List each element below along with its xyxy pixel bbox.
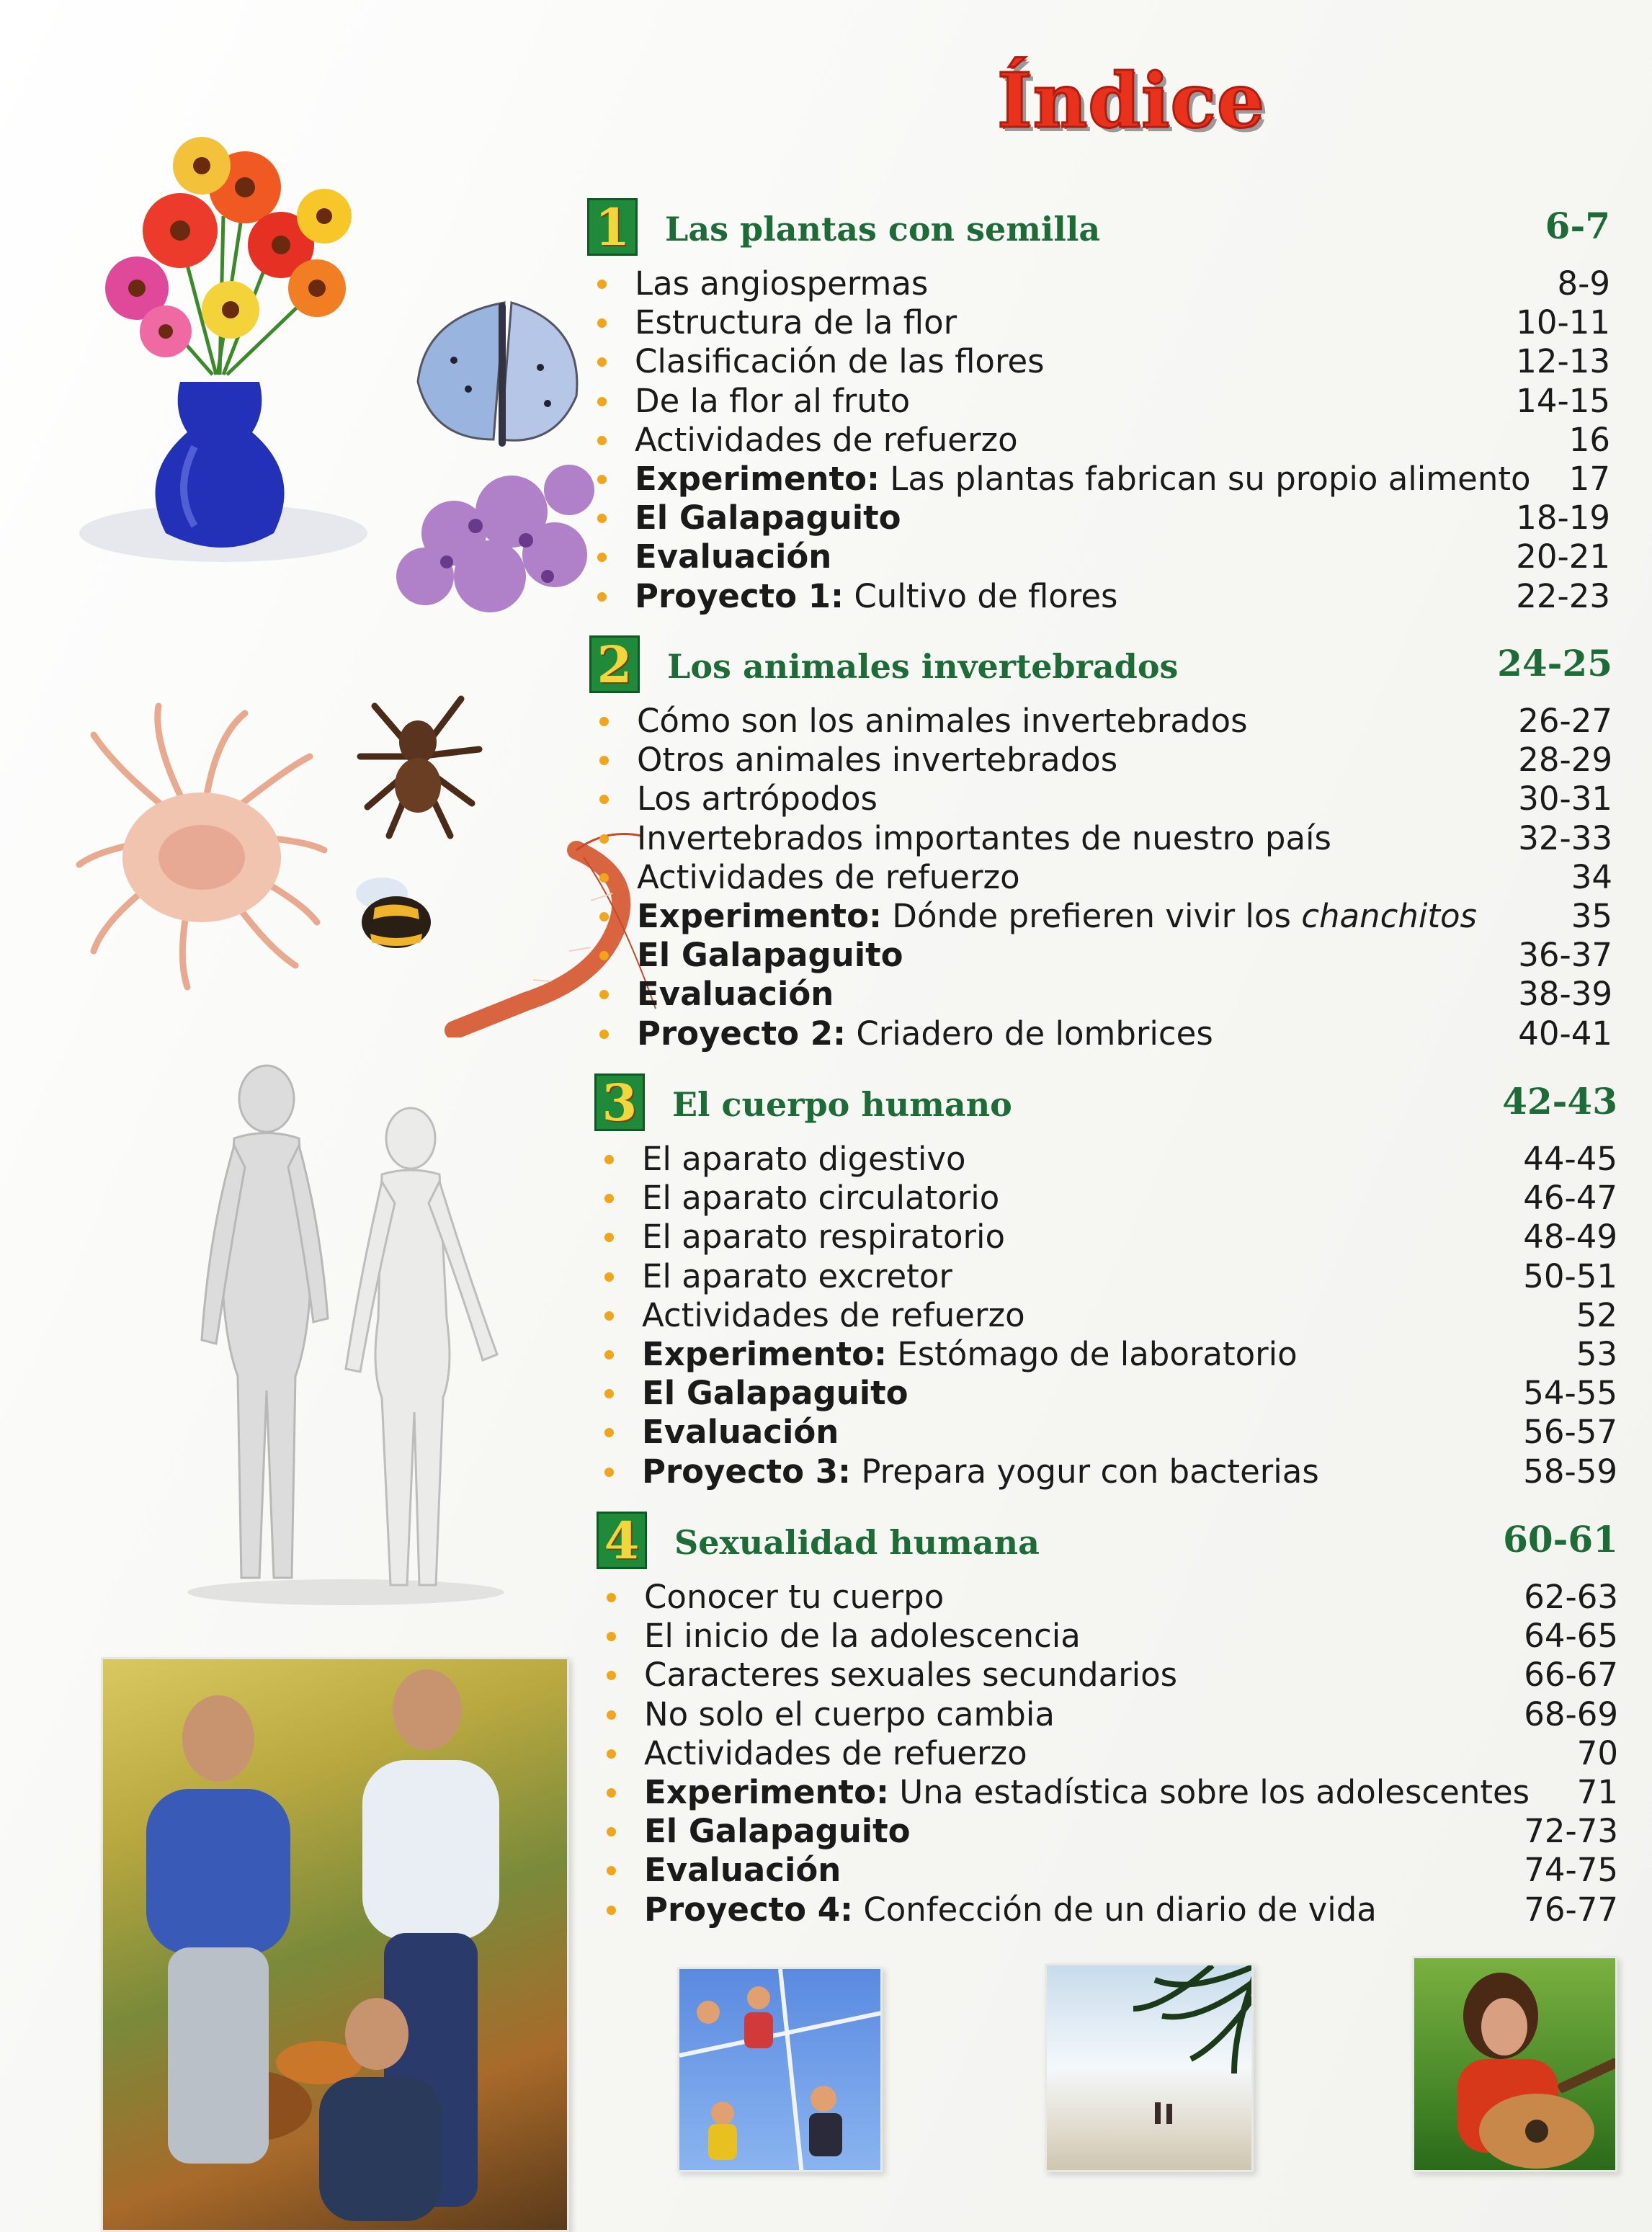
list-item[interactable] [589, 702, 1612, 741]
list-item[interactable] [597, 1695, 1618, 1734]
list-item[interactable] [587, 303, 1610, 342]
item-label: Proyecto 1: [635, 576, 844, 615]
bullet-icon [597, 553, 607, 562]
item-label: El Galapaguito [637, 936, 903, 975]
item-text [882, 897, 1477, 935]
item-label: Evaluación [637, 975, 834, 1014]
item-pages: 38-39 [1518, 975, 1612, 1014]
item-label: Experimento: [642, 1334, 887, 1373]
bullet-icon [597, 280, 607, 289]
item-text: Caracteres sexuales secundarios [644, 1656, 1178, 1695]
bullet-icon [604, 1389, 614, 1398]
bullet-icon [604, 1155, 614, 1164]
item-text: El aparato excretor [642, 1256, 952, 1295]
bullet-icon [597, 357, 607, 367]
item-label: Evaluación [642, 1413, 839, 1452]
item-text: Estructura de la flor [635, 303, 957, 342]
list-item[interactable] [594, 1335, 1617, 1374]
item-pages: 8-9 [1557, 264, 1610, 303]
unit-title[interactable]: Sexualidad humana [674, 1523, 1040, 1562]
list-item[interactable] [587, 382, 1610, 421]
list-item[interactable] [589, 741, 1612, 780]
item-pages: 28-29 [1518, 741, 1612, 780]
unit-pages: 24-25 [1497, 642, 1612, 684]
item-label: Evaluación [635, 537, 832, 576]
bullet-icon [604, 1272, 614, 1282]
unit-items [594, 1140, 1617, 1491]
item-text-italic: chanchitos [1301, 896, 1477, 935]
item-text: Los artrópodos [637, 780, 878, 818]
item-label: El Galapaguito [644, 1812, 911, 1851]
list-item[interactable] [589, 936, 1612, 975]
unit-header [587, 198, 1610, 259]
list-item[interactable] [589, 858, 1612, 897]
item-pages: 72-73 [1524, 1812, 1618, 1851]
unit-header [594, 1073, 1617, 1134]
item-label: Experimento: [644, 1772, 889, 1811]
list-item[interactable] [594, 1218, 1617, 1256]
item-text: De la flor al fruto [635, 381, 911, 420]
bullet-icon [599, 951, 609, 960]
unit-pages: 6-7 [1545, 205, 1610, 247]
unit-4 [597, 1512, 1618, 1929]
bullet-icon [599, 756, 609, 765]
item-text: El aparato digestivo [642, 1140, 966, 1178]
bullet-icon [599, 873, 609, 883]
unit-items [587, 264, 1610, 616]
list-item[interactable] [589, 975, 1612, 1014]
item-pages: 40-41 [1518, 1014, 1612, 1053]
item-pages: 26-27 [1518, 702, 1612, 740]
bullet-icon [607, 1827, 616, 1836]
item-text: No solo el cuerpo cambia [644, 1695, 1055, 1733]
unit-2 [589, 635, 1612, 1053]
bullet-icon [604, 1468, 614, 1477]
item-pages: 44-45 [1523, 1140, 1617, 1178]
unit-pages: 60-61 [1503, 1518, 1618, 1561]
item-pages: 58-59 [1523, 1452, 1617, 1491]
item-pages: 76-77 [1524, 1890, 1618, 1929]
item-text: Criadero de lombrices [846, 1014, 1213, 1053]
item-pages: 14-15 [1516, 381, 1610, 420]
unit-title[interactable]: Las plantas con semilla [665, 210, 1101, 249]
item-label: Evaluación [644, 1851, 841, 1890]
item-pages: 32-33 [1518, 818, 1612, 857]
unit-number-badge: 2 [589, 635, 640, 693]
unit-3 [594, 1073, 1617, 1491]
bullet-icon [604, 1194, 614, 1203]
bullet-icon [607, 1866, 616, 1875]
item-text: El aparato respiratorio [642, 1218, 1006, 1256]
bullet-icon [597, 592, 607, 602]
item-pages: 48-49 [1523, 1218, 1617, 1256]
bullet-icon [599, 717, 609, 726]
item-pages: 20-21 [1516, 537, 1610, 576]
unit-header [597, 1512, 1618, 1572]
item-pages: 16 [1568, 420, 1610, 459]
bullet-icon [607, 1906, 616, 1915]
item-text: Estómago de laboratorio [886, 1334, 1298, 1373]
item-text: Otros animales invertebrados [637, 741, 1118, 780]
item-text: El aparato circulatorio [642, 1179, 1000, 1218]
item-text: Las plantas fabrican su propio alimento [879, 459, 1531, 498]
item-pages: 53 [1576, 1334, 1617, 1373]
item-pages: 17 [1568, 459, 1610, 498]
item-pages: 18-19 [1516, 499, 1610, 537]
item-pages: 54-55 [1523, 1374, 1617, 1413]
item-text: Actividades de refuerzo [644, 1733, 1027, 1772]
list-item[interactable] [587, 460, 1610, 499]
item-label: Experimento: [635, 459, 880, 498]
item-text: Cómo son los animales invertebrados [637, 702, 1248, 740]
list-item[interactable] [597, 1773, 1618, 1812]
bullet-icon [607, 1710, 616, 1720]
item-pages: 12-13 [1516, 342, 1610, 381]
list-item[interactable] [597, 1851, 1618, 1890]
list-item[interactable] [587, 342, 1610, 381]
bullet-icon [604, 1311, 614, 1321]
item-pages: 52 [1576, 1295, 1617, 1334]
unit-header [589, 635, 1612, 696]
unit-items [597, 1578, 1618, 1929]
unit-number-badge: 3 [594, 1073, 645, 1131]
list-item[interactable] [597, 1734, 1618, 1773]
item-text-main: Dónde prefieren vivir los [881, 896, 1302, 935]
list-item[interactable] [587, 264, 1610, 303]
item-text: Conocer tu cuerpo [644, 1578, 945, 1616]
item-text: Actividades de refuerzo [642, 1295, 1025, 1334]
list-item[interactable] [587, 577, 1610, 616]
list-item[interactable] [597, 1812, 1618, 1851]
item-pages: 68-69 [1524, 1695, 1618, 1733]
list-item[interactable] [594, 1374, 1617, 1413]
list-item[interactable] [589, 780, 1612, 818]
list-item[interactable] [597, 1617, 1618, 1656]
item-label: El Galapaguito [642, 1374, 908, 1413]
unit-title[interactable]: El cuerpo humano [672, 1085, 1012, 1124]
bullet-icon [597, 318, 607, 328]
item-label: Proyecto 4: [644, 1890, 854, 1929]
item-pages: 74-75 [1524, 1851, 1618, 1890]
list-item[interactable] [587, 499, 1610, 537]
list-item[interactable] [589, 819, 1612, 858]
bullet-icon [604, 1428, 614, 1437]
bullet-icon [604, 1350, 614, 1360]
bullet-icon [604, 1233, 614, 1242]
item-pages: 56-57 [1523, 1413, 1617, 1452]
unit-pages: 42-43 [1502, 1080, 1617, 1122]
item-pages: 62-63 [1524, 1578, 1618, 1616]
list-item[interactable] [587, 421, 1610, 460]
page-title: Índice [997, 56, 1265, 145]
item-label: El Galapaguito [635, 499, 901, 537]
bullet-icon [597, 436, 607, 445]
list-item[interactable] [594, 1296, 1617, 1335]
list-item[interactable] [589, 897, 1612, 936]
list-item[interactable] [594, 1140, 1617, 1179]
bullet-icon [599, 1030, 609, 1039]
item-pages: 50-51 [1523, 1256, 1617, 1295]
item-label: Experimento: [637, 896, 882, 935]
item-pages: 66-67 [1524, 1656, 1618, 1695]
item-text: El inicio de la adolescencia [644, 1617, 1081, 1656]
list-item[interactable] [587, 537, 1610, 576]
item-text: Las angiospermas [635, 264, 929, 303]
item-pages: 71 [1576, 1772, 1618, 1811]
bullet-icon [607, 1671, 616, 1680]
list-item[interactable] [597, 1578, 1618, 1617]
bullet-icon [607, 1788, 616, 1798]
unit-number-badge: 1 [587, 198, 638, 256]
item-pages: 64-65 [1524, 1617, 1618, 1656]
item-label: Proyecto 2: [637, 1014, 847, 1053]
bullet-icon [597, 475, 607, 484]
item-pages: 46-47 [1523, 1179, 1617, 1218]
list-item[interactable] [594, 1257, 1617, 1296]
item-pages: 35 [1571, 896, 1612, 935]
item-pages: 22-23 [1516, 576, 1610, 615]
bullet-icon [607, 1632, 616, 1641]
item-pages: 70 [1576, 1733, 1618, 1772]
unit-title[interactable]: Los animales invertebrados [667, 647, 1179, 686]
unit-number-badge: 4 [597, 1512, 647, 1569]
bullet-icon [599, 912, 609, 921]
item-text: Clasificación de las flores [635, 342, 1045, 381]
list-item[interactable] [594, 1452, 1617, 1491]
item-pages: 36-37 [1518, 936, 1612, 975]
bullet-icon [599, 834, 609, 844]
item-text: Prepara yogur con bacterias [851, 1452, 1319, 1491]
list-item[interactable] [594, 1413, 1617, 1452]
bullet-icon [597, 397, 607, 406]
item-text: Confección de un diario de vida [853, 1890, 1377, 1929]
item-text: Una estadística sobre los adolescentes [888, 1772, 1530, 1811]
item-text: Actividades de refuerzo [635, 420, 1018, 459]
list-item[interactable] [597, 1656, 1618, 1695]
item-pages: 34 [1571, 857, 1612, 896]
unit-items [589, 702, 1612, 1053]
bullet-icon [607, 1593, 616, 1602]
item-label: Proyecto 3: [642, 1452, 852, 1491]
item-text: Cultivo de flores [844, 576, 1118, 615]
bullet-icon [597, 514, 607, 523]
unit-1 [587, 198, 1610, 616]
list-item[interactable] [589, 1014, 1612, 1053]
bullet-icon [607, 1749, 616, 1759]
item-pages: 30-31 [1518, 780, 1612, 818]
item-text: Actividades de refuerzo [637, 857, 1020, 896]
bullet-icon [599, 795, 609, 804]
item-pages: 10-11 [1516, 303, 1610, 342]
bullet-icon [599, 990, 609, 999]
list-item[interactable] [597, 1890, 1618, 1929]
item-text: Invertebrados importantes de nuestro país [637, 818, 1331, 857]
list-item[interactable] [594, 1179, 1617, 1218]
